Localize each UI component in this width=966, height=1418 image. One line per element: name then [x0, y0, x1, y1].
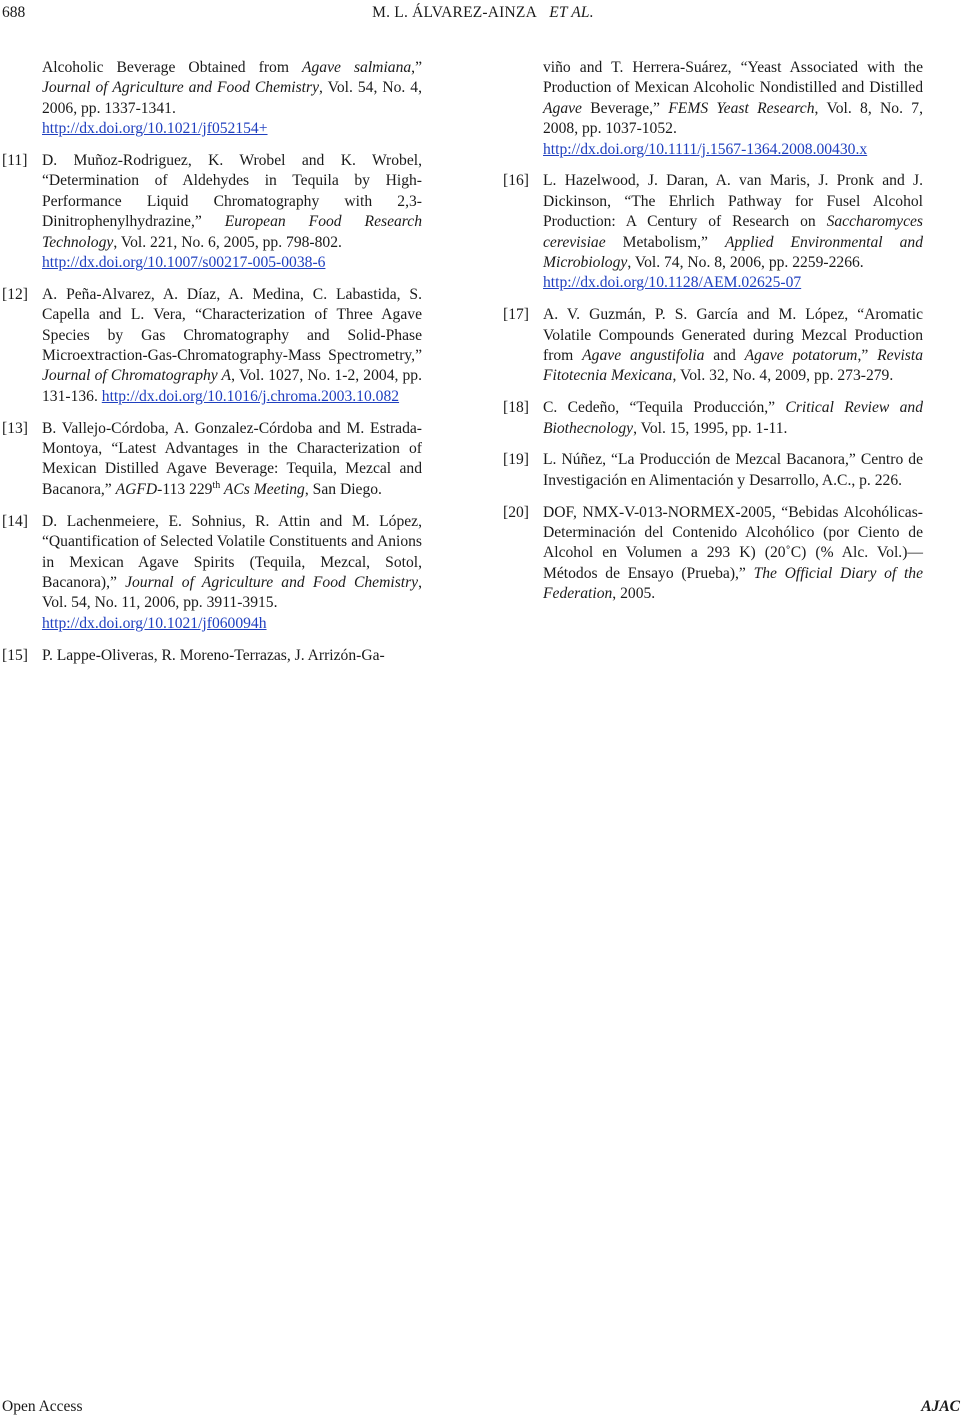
reference-number: [14]: [2, 512, 28, 530]
doi-link[interactable]: http://dx.doi.org/10.1016/j.chroma.2003.10.082: [101, 387, 400, 405]
doi-link[interactable]: http://dx.doi.org/10.1128/AEM.02625-07: [543, 274, 802, 292]
reference-text: viño and T. Herrera-Suárez, “Yeast Associated with the Production of Mexican Alcoholic Nondistilled and Distilled Agave Beverage,” FEMS Yeast Research, Vol. 8, No. 7, 2008, pp. 1037-1052.: [543, 59, 923, 138]
reference-16: [503, 171, 923, 293]
reference-text: A. Peña-Alvarez, A. Díaz, A. Medina, C. Labastida, S. Capella and L. Vera, “Characterization of Three Agave Species by Gas Chromatography and Solid-Phase Microextraction-Gas-Chromatography-Mass Spectrometry,” Journal of Chromatography A, Vol. 1027, No. 1-2, 2004, pp. 131-136. http://dx.doi.org/10.1016/j.chroma.2003.10.082: [42, 285, 422, 405]
reference-15: [2, 646, 422, 666]
reference-text: L. Hazelwood, J. Daran, A. van Maris, J. Pronk and J. Dickinson, “The Ehrlich Pathway for Fusel Alcohol Production: A Century of Research on Saccharomyces cerevisiae Metabolism,” Applied Environmental and Microbiology, Vol. 74, No. 8, 2006, pp. 2259-2266.: [543, 172, 923, 272]
doi-link[interactable]: http://dx.doi.org/10.1111/j.1567-1364.2008.00430.x: [543, 140, 868, 158]
reference-number: [12]: [2, 285, 28, 303]
reference-17: [503, 305, 923, 387]
reference-continued-left: [2, 58, 422, 140]
doi-link[interactable]: http://dx.doi.org/10.1007/s00217-005-0038-6: [42, 254, 326, 272]
reference-text: P. Lappe-Oliveras, R. Moreno-Terrazas, J. Arrizón-Ga-: [42, 646, 385, 664]
reference-number: [13]: [2, 419, 28, 437]
reference-text: DOF, NMX-V-013-NORMEX-2005, “Bebidas Alcohólicas-Determinación del Contenido Alcohólico (por Ciento de Alcohol en Volumen a 293 K) (20˚C) (% Alc. Vol.)—Métodos de Ensayo (Prueba),” The Official Diary of the Federation, 2005.: [543, 503, 923, 603]
reference-18: [503, 398, 923, 439]
reference-text: D. Muñoz-Rodriguez, K. Wrobel and K. Wrobel, “Determination of Aldehydes in Tequila by High-Performance Liquid Chromatography with 2,3-Dinitrophenylhydrazine,” European Food Research Technology, Vol. 221, No. 6, 2005, pp. 798-802.: [42, 152, 422, 251]
doi-link[interactable]: http://dx.doi.org/10.1021/jf060094h: [42, 614, 267, 632]
reference-number: [19]: [503, 451, 529, 469]
running-head-et-al: ET AL.: [549, 4, 594, 21]
open-access-label: Open Access: [2, 1398, 83, 1415]
journal-abbreviation: AJAC: [921, 1398, 960, 1415]
reference-12: [2, 285, 422, 407]
page-number: 688: [2, 4, 26, 21]
reference-number: [16]: [503, 172, 529, 190]
reference-text: A. V. Guzmán, P. S. García and M. López, “Aromatic Volatile Compounds Generated during Mezcal Production from Agave angustifolia and Agave potatorum,” Revista Fitotecnia Mexicana, Vol. 32, No. 4, 2009, pp. 273-279.: [543, 306, 923, 385]
reference-13: [2, 419, 422, 501]
reference-continued-right: [503, 58, 923, 160]
running-head: [0, 4, 966, 22]
reference-11: [2, 151, 422, 273]
page-header: [0, 4, 966, 26]
page-footer: [0, 1398, 966, 1418]
reference-number: [11]: [2, 152, 28, 170]
reference-20: [503, 503, 923, 605]
reference-number: [20]: [503, 503, 529, 521]
reference-14: [2, 512, 422, 634]
reference-text: C. Cedeño, “Tequila Producción,” Critical Review and Biothecnology, Vol. 15, 1995, pp. 1-11.: [543, 399, 923, 437]
reference-text: B. Vallejo-Córdoba, A. Gonzalez-Córdoba and M. Estrada-Montoya, “Latest Advantages in the Characterization of Mexican Distilled Agave Beverage: Tequila, Mezcal and Bacanora,” AGFD-113 229th ACs Meeting, San Diego.: [42, 419, 422, 498]
reference-text: L. Núñez, “La Producción de Mezcal Bacanora,” Centro de Investigación en Alimentación y Desarrollo, A.C., p. 226.: [543, 451, 923, 489]
reference-19: [503, 450, 923, 491]
right-column: [503, 58, 923, 616]
left-column: [2, 58, 422, 677]
running-head-authors: M. L. ÁLVAREZ-AINZA: [372, 4, 537, 21]
reference-number: [17]: [503, 306, 529, 324]
reference-number: [18]: [503, 399, 529, 417]
reference-text: Alcoholic Beverage Obtained from Agave salmiana,” Journal of Agriculture and Food Chemistry, Vol. 54, No. 4, 2006, pp. 1337-1341.: [42, 59, 422, 117]
reference-text: D. Lachenmeiere, E. Sohnius, R. Attin and M. López, “Quantification of Selected Volatile Constituents and Anions in Mexican Agave Spirits (Tequila, Mezcal, Sotol, Bacanora),” Journal of Agriculture and Food Chemistry, Vol. 54, No. 11, 2006, pp. 3911-3915.: [42, 512, 422, 612]
reference-number: [15]: [2, 646, 28, 664]
doi-link[interactable]: http://dx.doi.org/10.1021/jf052154+: [42, 120, 268, 138]
